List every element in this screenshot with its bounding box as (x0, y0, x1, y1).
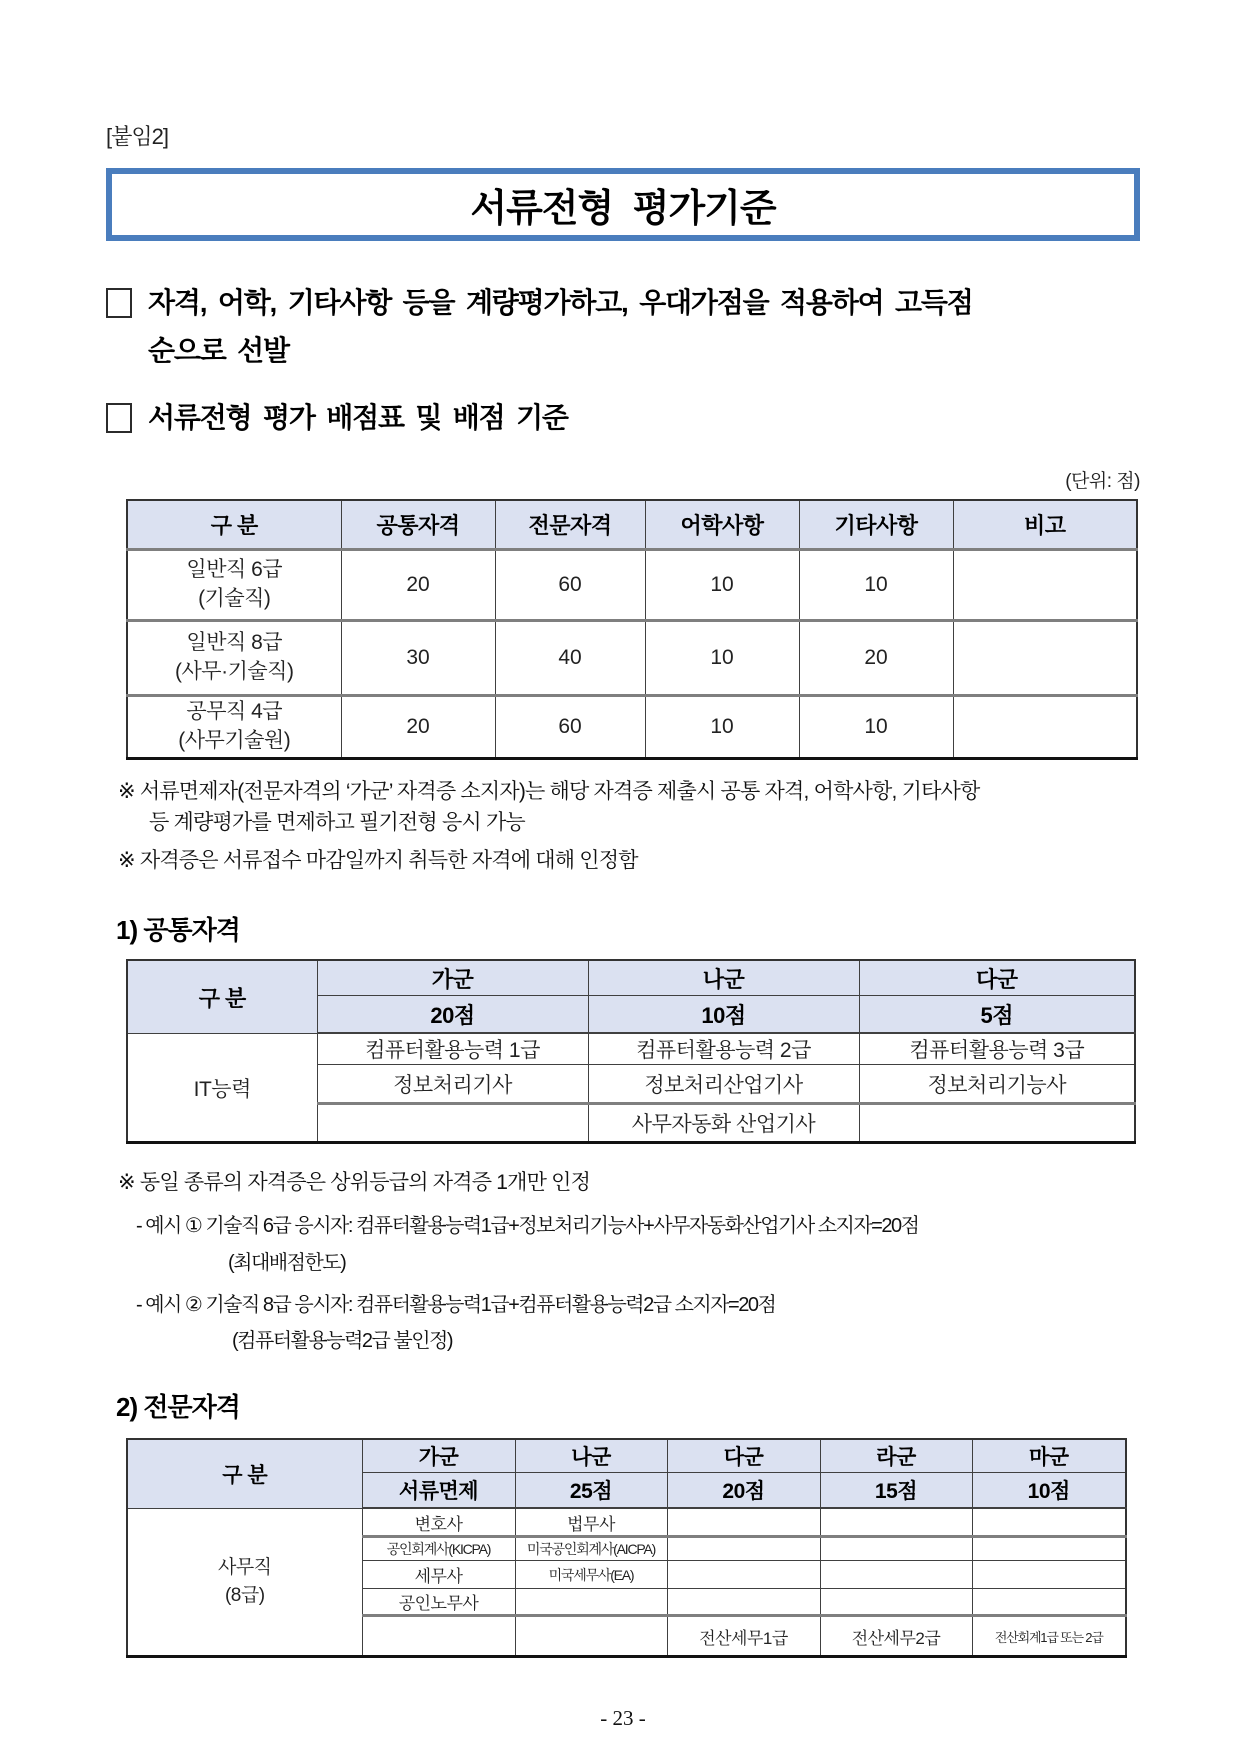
value-cell: 10 (799, 549, 953, 620)
remarks-cell (953, 695, 1137, 758)
cert-cell (515, 1589, 667, 1616)
header-others: 기타사항 (799, 500, 953, 550)
value-cell: 20 (799, 620, 953, 695)
note-exemption (106, 776, 1140, 839)
row-label-it: IT능력 (127, 1033, 317, 1143)
table-row (127, 620, 1137, 695)
page-number: - 23 - (600, 1706, 646, 1731)
category-line1: 일반직 8급 (186, 631, 283, 655)
remarks-cell (953, 620, 1137, 695)
title-box (106, 168, 1140, 241)
value-cell: 60 (495, 549, 645, 620)
cert-cell: 정보처리기능사 (859, 1065, 1135, 1104)
cert-cell: 정보처리기사 (317, 1065, 588, 1104)
category-line1: 일반직 6급 (186, 558, 283, 582)
header-points-exempt: 서류면제 (362, 1473, 515, 1509)
group-header-row (127, 960, 1135, 996)
cert-cell (820, 1561, 972, 1589)
unit-note: (단위: 점) (1065, 470, 1140, 492)
note-line2: 등 계량평가를 면제하고 필기전형 응시 가능 (149, 811, 525, 835)
bullet-score-table (106, 394, 1140, 442)
group-header-row (127, 1439, 1126, 1473)
cert-cell (820, 1589, 972, 1616)
header-common-cert: 공통자격 (341, 500, 495, 550)
header-group-na: 나군 (588, 960, 859, 996)
table-row (127, 1508, 1126, 1537)
attachment-label: [붙임2] (106, 124, 168, 149)
cert-cell (820, 1508, 972, 1537)
value-cell: 30 (341, 620, 495, 695)
cert-cell: 변호사 (362, 1508, 515, 1537)
header-group-da: 다군 (859, 960, 1135, 996)
header-remarks: 비고 (953, 500, 1137, 550)
header-group-ra: 라군 (820, 1439, 972, 1473)
header-points-10: 10점 (972, 1473, 1126, 1509)
value-cell: 10 (645, 549, 799, 620)
bullet1-line1: 자격, 어학, 기타사항 등을 계량평가하고, 우대가점을 적용하여 고득점 (148, 287, 973, 318)
header-group-na: 나군 (515, 1439, 667, 1473)
bullet2-text: 서류전형 평가 배점표 및 배점 기준 (148, 402, 568, 434)
cert-cell: 컴퓨터활용능력 2급 (588, 1033, 859, 1065)
category-line2: (사무기술원) (178, 728, 291, 752)
cert-cell: 컴퓨터활용능력 3급 (859, 1033, 1135, 1065)
cert-cell: 전산세무2급 (820, 1616, 972, 1657)
section-heading-special-cert: 2) 전문자격 (116, 1392, 240, 1423)
section-heading-common-cert: 1) 공통자격 (116, 915, 240, 946)
score-table-header-row (127, 500, 1137, 550)
example-2-sub: (컴퓨터활용능력2급 불인정) (232, 1330, 453, 1353)
table-row (127, 1033, 1135, 1065)
note-line1: ※ 서류면제자(전문자격의 ‘가군’ 자격증 소지자)는 해당 자격증 제출시 공통 자격, 어학사항, 기타사항 (118, 779, 980, 803)
row-label-line2: (8급) (224, 1585, 265, 1607)
header-points-20: 20점 (667, 1473, 820, 1509)
cert-cell: 미국공인회계사(AICPA) (515, 1537, 667, 1561)
cert-cell (972, 1537, 1126, 1561)
header-points-15: 15점 (820, 1473, 972, 1509)
cert-cell (820, 1537, 972, 1561)
cert-cell (972, 1561, 1126, 1589)
category-cell (127, 620, 341, 695)
cert-cell (317, 1104, 588, 1143)
checkbox-icon (106, 288, 132, 318)
value-cell: 10 (645, 695, 799, 758)
value-cell: 40 (495, 620, 645, 695)
cert-cell: 정보처리산업기사 (588, 1065, 859, 1104)
category-cell (127, 549, 341, 620)
value-cell: 10 (799, 695, 953, 758)
value-cell: 10 (645, 620, 799, 695)
cert-cell: 공인회계사(KICPA) (362, 1537, 515, 1561)
checkbox-icon (106, 403, 132, 433)
cert-cell: 법무사 (515, 1508, 667, 1537)
note-deadline: ※ 자격증은 서류접수 마감일까지 취득한 자격에 대해 인정함 (118, 848, 638, 872)
header-points-20: 20점 (317, 996, 588, 1034)
score-table (126, 499, 1138, 760)
table-row (127, 549, 1137, 620)
header-group-da: 다군 (667, 1439, 820, 1473)
cert-cell: 미국세무사(EA) (515, 1561, 667, 1589)
header-category: 구 분 (127, 500, 341, 550)
cert-cell (667, 1537, 820, 1561)
header-points-5: 5점 (859, 996, 1135, 1034)
header-points-10: 10점 (588, 996, 859, 1034)
category-line2: (기술직) (198, 586, 271, 610)
category-line2: (사무·기술직) (175, 659, 294, 683)
cert-cell (362, 1616, 515, 1657)
cert-cell (972, 1589, 1126, 1616)
example-1: - 예시 ① 기술직 6급 응시자: 컴퓨터활용능력1급+정보처리기능사+사무자동화산업기사 소지자=20점 (136, 1215, 919, 1238)
example-1-sub: (최대배점한도) (228, 1252, 346, 1275)
cert-cell: 전산회계1급 또는 2급 (972, 1616, 1126, 1657)
cert-cell (972, 1508, 1126, 1537)
category-line1: 공무직 4급 (186, 700, 283, 724)
header-category: 구 분 (127, 960, 317, 1033)
remarks-cell (953, 549, 1137, 620)
page-title: 서류전형 평가기준 (470, 188, 776, 230)
cert-cell: 사무자동화 산업기사 (588, 1104, 859, 1143)
special-cert-table (126, 1438, 1127, 1658)
header-group-ga: 가군 (317, 960, 588, 996)
note-single-cert: ※ 동일 종류의 자격증은 상위등급의 자격증 1개만 인정 (118, 1171, 591, 1195)
bullet-text (148, 279, 973, 374)
cert-cell (667, 1508, 820, 1537)
value-cell: 60 (495, 695, 645, 758)
cert-cell (667, 1561, 820, 1589)
cert-cell: 공인노무사 (362, 1589, 515, 1616)
header-language: 어학사항 (645, 500, 799, 550)
header-category: 구 분 (127, 1439, 362, 1508)
cert-cell: 전산세무1급 (667, 1616, 820, 1657)
value-cell: 20 (341, 695, 495, 758)
row-label-office (127, 1508, 362, 1657)
header-group-ga: 가군 (362, 1439, 515, 1473)
header-special-cert: 전문자격 (495, 500, 645, 550)
cert-cell (515, 1616, 667, 1657)
cert-cell: 세무사 (362, 1561, 515, 1589)
value-cell: 20 (341, 549, 495, 620)
cert-cell (667, 1589, 820, 1616)
table-row (127, 695, 1137, 758)
bullet-selection-policy (106, 279, 1140, 374)
bullet1-line2: 순으로 선발 (148, 334, 289, 366)
cert-cell (859, 1104, 1135, 1143)
example-2: - 예시 ② 기술직 8급 응시자: 컴퓨터활용능력1급+컴퓨터활용능력2급 소지자=20점 (136, 1294, 776, 1317)
common-cert-table (126, 959, 1136, 1144)
header-points-25: 25점 (515, 1473, 667, 1509)
header-group-ma: 마군 (972, 1439, 1126, 1473)
cert-cell: 컴퓨터활용능력 1급 (317, 1033, 588, 1065)
row-label-line1: 사무직 (217, 1556, 272, 1578)
category-cell (127, 695, 341, 758)
